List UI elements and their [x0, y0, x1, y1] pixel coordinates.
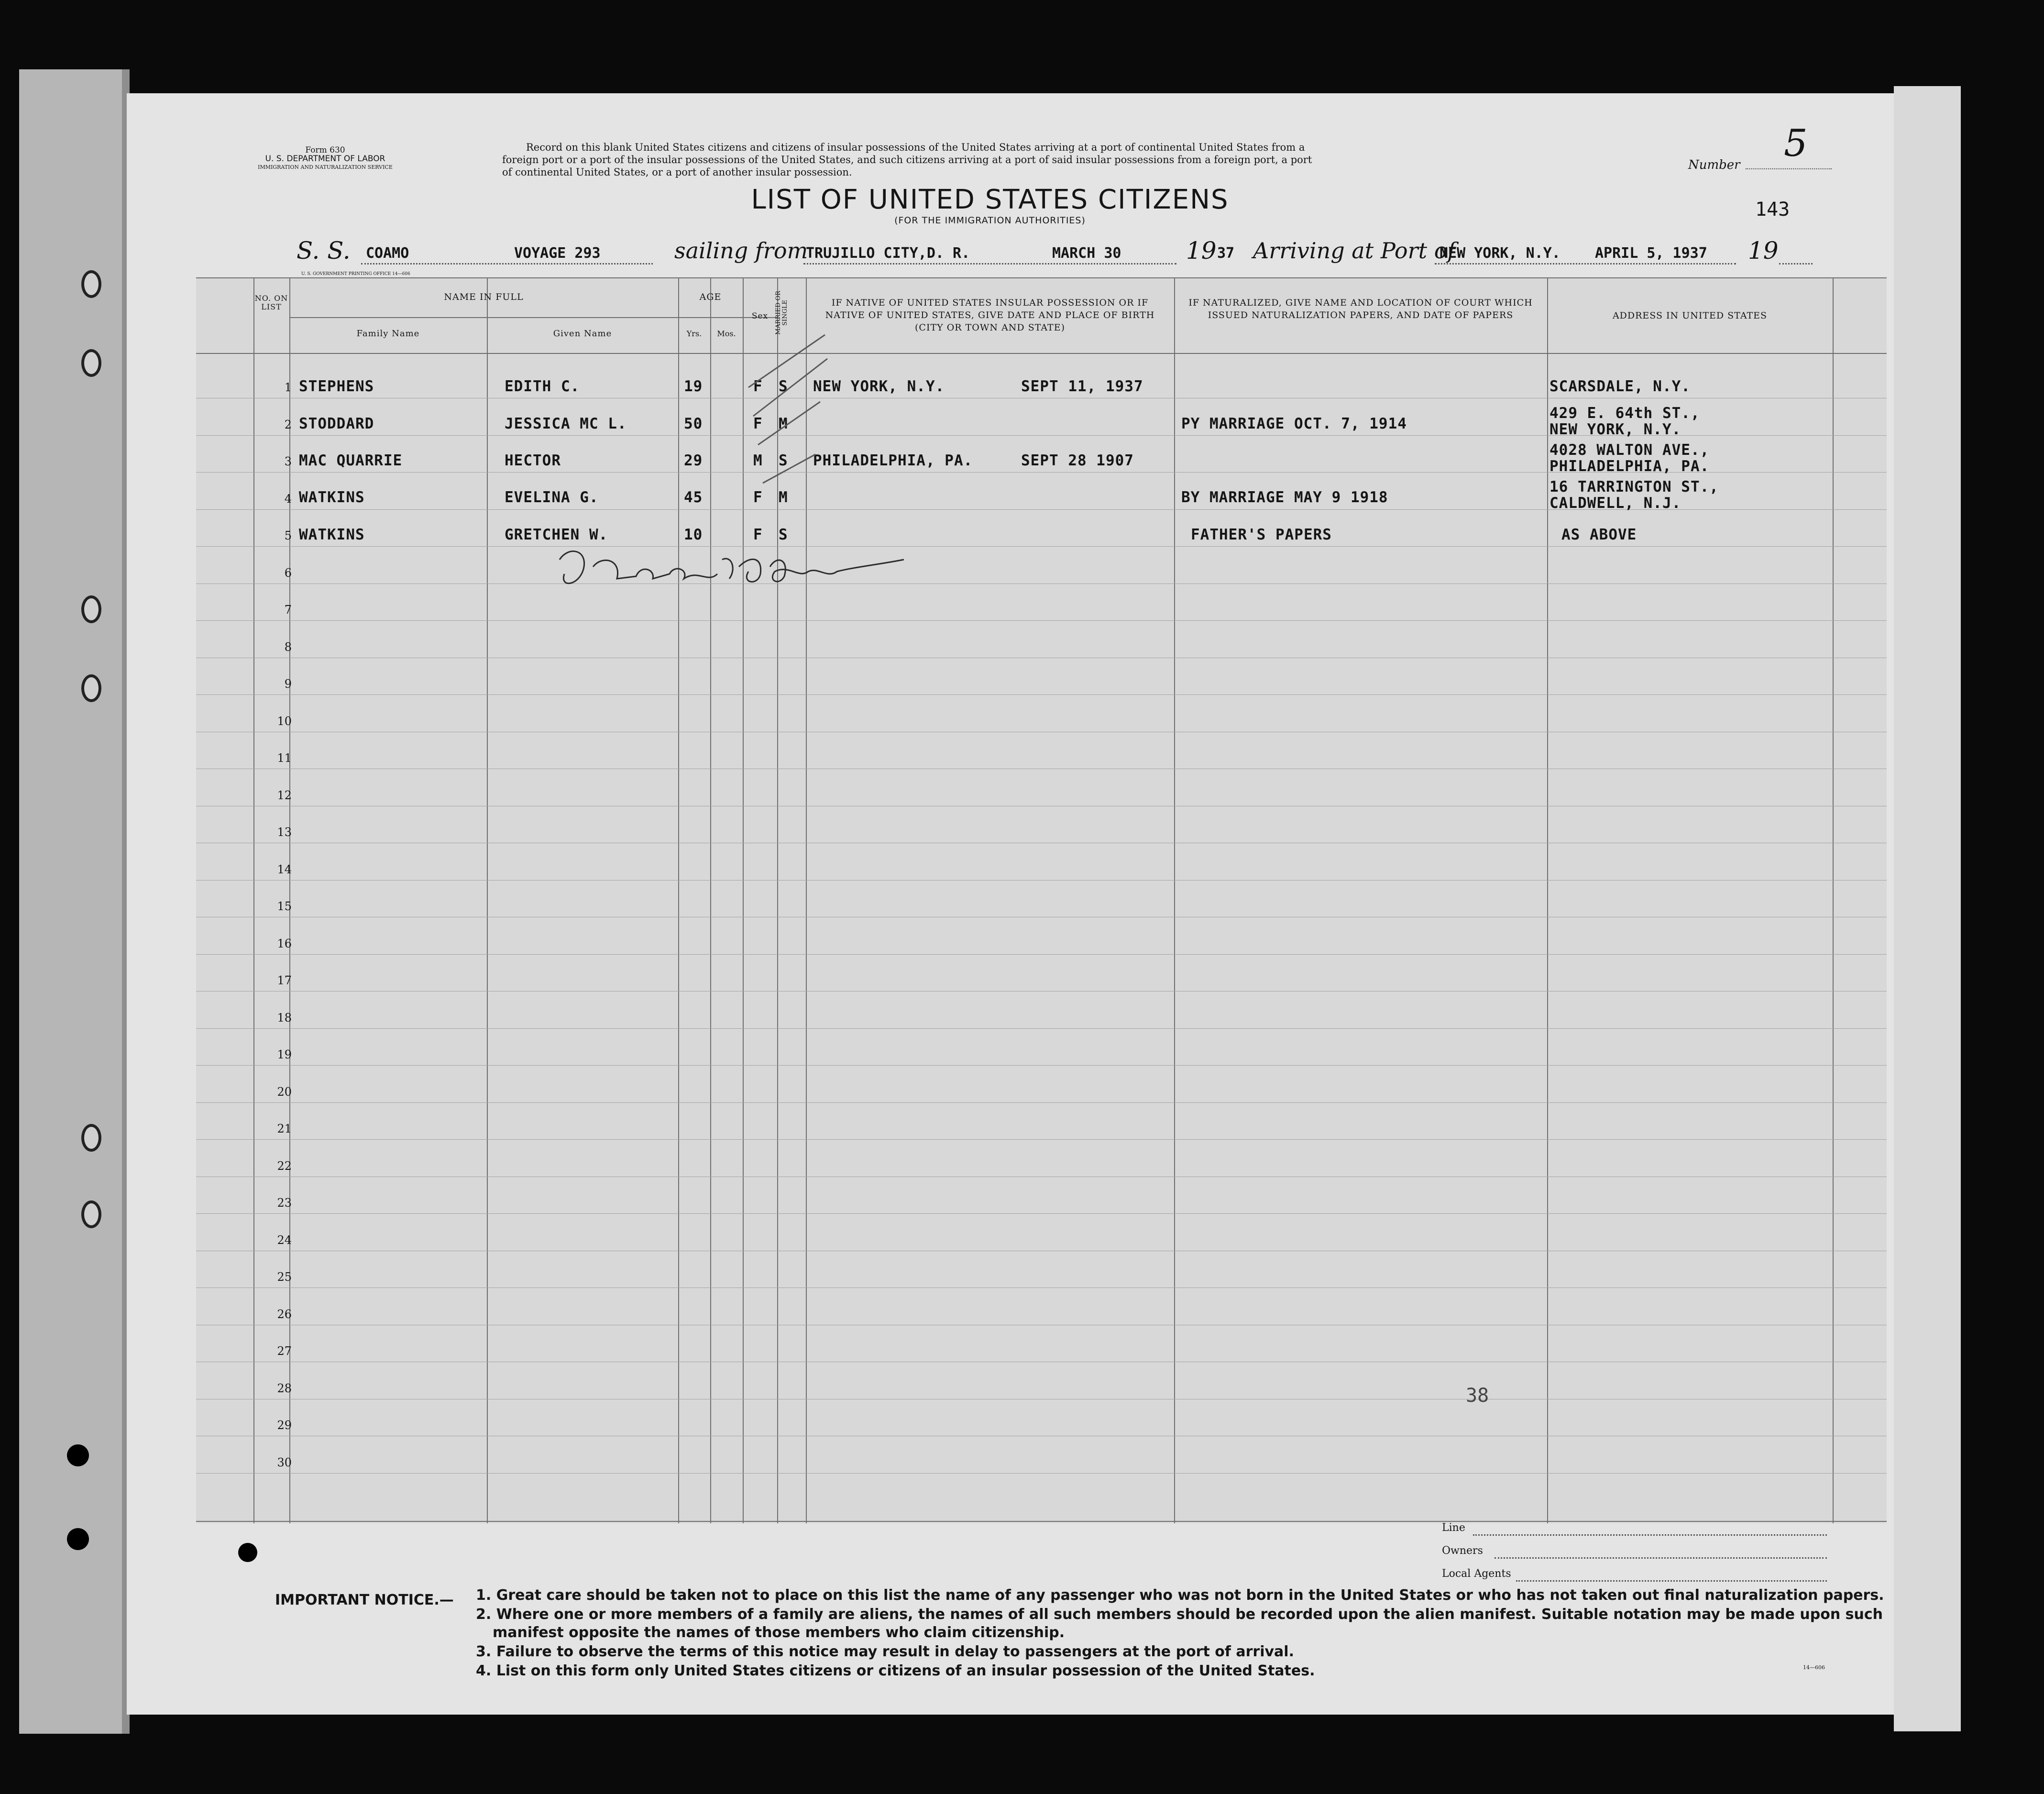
sailing-from-label: sailing from [674, 238, 808, 264]
bottom-code: 14—606 [1803, 1664, 1825, 1671]
header-naturalized: IF NATURALIZED, GIVE NAME AND LOCATION OF COURT WHICH ISSUED NATURALIZATION PAPERS, AND DATE OF PAPERS [1188, 297, 1533, 320]
notice-item-2-cont: manifest opposite the names of those members who claim citizenship. [493, 1624, 1065, 1641]
punch-hole-icon [67, 1528, 89, 1550]
year-2: 19 [1748, 237, 1779, 264]
binder-spine [19, 69, 124, 1734]
sex-cell: M [753, 452, 763, 469]
sex-cell: F [753, 415, 763, 432]
row-number: 2 [284, 418, 292, 431]
row-number: 8 [284, 640, 292, 654]
header-no-on-list: NO. ON LIST [254, 294, 288, 311]
local-agents-field [1516, 1580, 1827, 1582]
row-number: 30 [277, 1456, 292, 1469]
family-name-cell: STEPHENS [299, 378, 374, 395]
binder-ring-icon [81, 674, 101, 702]
address-line-2-cell: NEW YORK, N.Y. [1549, 421, 1681, 438]
service: IMMIGRATION AND NATURALIZATION SERVICE [258, 164, 393, 170]
column-divider [710, 277, 711, 1523]
row-rule [196, 546, 1887, 547]
row-number: 29 [277, 1419, 292, 1432]
row-number: 11 [277, 751, 292, 765]
family-name-cell: WATKINS [299, 489, 365, 506]
row-rule [196, 954, 1887, 955]
notice-item-1: 1. Great care should be taken not to place on this list the name of any passenger who was not born in the United States or who has not taken out final naturalization papers. [476, 1587, 1884, 1604]
age-years-cell: 50 [684, 415, 703, 432]
address-line-1-cell: 4028 WALTON AVE., [1549, 441, 1710, 459]
naturalization-cell: PY MARRIAGE OCT. 7, 1914 [1181, 415, 1407, 432]
check-marks [744, 330, 839, 521]
page-stamp: 38 [1466, 1385, 1489, 1407]
row-rule [196, 1139, 1887, 1140]
binder-ring-icon [81, 270, 101, 298]
family-name-cell: STODDARD [299, 415, 374, 432]
given-name-cell: HECTOR [505, 452, 561, 469]
birth-place-cell: NEW YORK, N.Y. [813, 378, 945, 395]
age-years-cell: 45 [684, 489, 703, 506]
marital-status-cell: M [779, 415, 788, 432]
age-years-cell: 10 [684, 526, 703, 543]
year-2-line [1779, 263, 1813, 264]
sailing-from-port: TRUJILLO CITY,D. R. [806, 245, 970, 262]
local-agents-label: Local Agents [1442, 1568, 1511, 1580]
arrival-port: NEW YORK, N.Y. [1440, 245, 1560, 262]
notice-title: IMPORTANT NOTICE.— [275, 1592, 454, 1608]
address-line-2-cell: PHILADELPHIA, PA. [1549, 458, 1710, 475]
punch-hole-icon [238, 1543, 257, 1562]
record-instructions [502, 141, 1616, 178]
row-number: 7 [284, 603, 292, 616]
row-number: 15 [277, 900, 292, 913]
address-line-1-cell: SCARSDALE, N.Y. [1549, 378, 1691, 395]
family-name-cell: WATKINS [299, 526, 365, 543]
row-number: 26 [277, 1308, 292, 1321]
sheet-number: 143 [1755, 198, 1790, 220]
binder-ring-icon [81, 595, 101, 623]
column-divider [1174, 277, 1175, 1523]
row-number: 25 [277, 1270, 292, 1284]
header-mos: Mos. [717, 329, 736, 338]
address-line-1-cell: 429 E. 64th ST., [1549, 405, 1700, 422]
row-number: 4 [284, 492, 292, 506]
notice-item-2: 2. Where one or more members of a family are aliens, the names of all such members should be recorded upon the alien manifest. Suitable notation may be made upon such [476, 1606, 1883, 1623]
sex-cell: F [753, 489, 763, 506]
row-number: 1 [284, 381, 292, 394]
row-number: 16 [277, 937, 292, 950]
punch-hole-icon [67, 1444, 89, 1466]
header-family-name: Family Name [356, 329, 420, 339]
naturalization-cell: BY MARRIAGE MAY 9 1918 [1181, 489, 1388, 506]
row-rule [196, 620, 1887, 621]
line-label: Line [1442, 1522, 1465, 1534]
year-suffix: 37 [1217, 245, 1235, 262]
row-number: 27 [277, 1344, 292, 1358]
row-rule [196, 1213, 1887, 1214]
notice-item-4: 4. List on this form only United States citizens or citizens of an insular possession of the United States. [476, 1662, 1315, 1679]
department: U. S. DEPARTMENT OF LABOR [265, 154, 385, 164]
number-label: Number [1688, 158, 1740, 172]
header-yrs: Yrs. [686, 329, 702, 338]
year-prefix: 19 [1186, 237, 1217, 264]
inspector-signature [550, 540, 909, 603]
row-number: 3 [284, 455, 292, 468]
page-stack-edge [1894, 86, 1961, 1731]
record-text-line: Record on this blank United States citizens and citizens of insular possessions of the United States arriving at a port of continental United States from a [526, 142, 1305, 153]
row-number: 19 [277, 1048, 292, 1061]
row-number: 20 [277, 1085, 292, 1099]
row-number: 21 [277, 1122, 292, 1135]
birth-place-cell: PHILADELPHIA, PA. [813, 452, 973, 469]
table-top-border [196, 277, 1887, 278]
table-bottom-border [196, 1521, 1887, 1522]
row-number: 23 [277, 1196, 292, 1210]
owners-label: Owners [1442, 1545, 1483, 1557]
birth-date-cell: SEPT 28 1907 [1021, 452, 1134, 469]
header-divider [289, 317, 777, 318]
marital-status-cell: S [779, 452, 788, 469]
ship-line [361, 263, 653, 264]
row-number: 18 [277, 1011, 292, 1024]
row-number: 13 [277, 825, 292, 839]
number-line [1746, 168, 1832, 169]
column-divider [1833, 277, 1834, 1523]
header-sex: Sex [751, 311, 769, 321]
sex-cell: F [753, 378, 763, 395]
line-field [1473, 1534, 1827, 1536]
given-name-cell: EDITH C. [505, 378, 580, 395]
marital-status-cell: M [779, 489, 788, 506]
address-line-2-cell: CALDWELL, N.J. [1549, 495, 1681, 512]
row-number: 9 [284, 677, 292, 691]
arriving-label: Arriving at Port of [1253, 238, 1456, 264]
header-native-birth: IF NATIVE OF UNITED STATES INSULAR POSSESSION OR IF NATIVE OF UNITED STATES, GIVE DATE AND PLACE OF BIRTH (CITY OR TOWN AND STATE) [825, 297, 1155, 333]
marital-status-cell: S [779, 378, 788, 395]
printing-office: U. S. GOVERNMENT PRINTING OFFICE 14—606 [301, 272, 410, 276]
notice-item-3: 3. Failure to observe the terms of this notice may result in delay to passengers at the port of arrival. [476, 1643, 1294, 1660]
page-title: LIST OF UNITED STATES CITIZENS [751, 184, 1229, 215]
row-number: 28 [277, 1382, 292, 1395]
birth-date-cell: SEPT 11, 1937 [1021, 378, 1143, 395]
given-name-cell: GRETCHEN W. [505, 526, 608, 543]
marital-status-cell: S [779, 526, 788, 543]
row-number: 6 [284, 566, 292, 580]
form-number: Form 630 [305, 145, 345, 155]
row-number: 24 [277, 1233, 292, 1247]
voyage-number: VOYAGE 293 [514, 245, 601, 262]
binder-ring-icon [81, 349, 101, 377]
header-married-or-single: MARRIED OR SINGLE [775, 291, 789, 335]
page-subtitle: (FOR THE IMMIGRATION AUTHORITIES) [894, 215, 1086, 226]
header-age: AGE [699, 292, 722, 302]
age-years-cell: 29 [684, 452, 703, 469]
arrival-line [1435, 263, 1736, 264]
record-text-line: of continental United States, or a port of another insular possession. [502, 166, 852, 178]
given-name-cell: EVELINA G. [505, 489, 599, 506]
header-address: ADDRESS IN UNITED STATES [1612, 310, 1768, 321]
handwritten-number: 5 [1784, 122, 1808, 165]
age-years-cell: 19 [684, 378, 703, 395]
header-given-name: Given Name [553, 329, 612, 339]
header-bottom-border [196, 353, 1887, 354]
sailing-date: MARCH 30 [1052, 245, 1121, 262]
record-text-line: foreign port or a port of the insular possessions of the United States, and such citizens arriving at a port of said insular possessions from a foreign port, a port [502, 154, 1312, 165]
address-line-1-cell: AS ABOVE [1561, 526, 1637, 543]
owners-field [1495, 1557, 1827, 1559]
row-rule [196, 583, 1887, 584]
column-divider [253, 277, 254, 1523]
family-name-cell: MAC QUARRIE [299, 452, 403, 469]
column-divider [1547, 277, 1548, 1523]
sailing-from-line [803, 263, 1176, 264]
row-rule [196, 1473, 1887, 1474]
address-line-1-cell: 16 TARRINGTON ST., [1549, 478, 1719, 495]
header-name-in-full: NAME IN FULL [444, 292, 524, 302]
row-rule [196, 1065, 1887, 1066]
arrival-date: APRIL 5, 1937 [1595, 245, 1707, 262]
binder-ring-icon [81, 1124, 101, 1152]
row-rule [196, 1028, 1887, 1029]
naturalization-cell: FATHER'S PAPERS [1191, 526, 1332, 543]
column-divider [678, 277, 679, 1523]
row-number: 14 [277, 863, 292, 876]
ship-name: COAMO [366, 245, 409, 262]
column-divider [487, 277, 488, 1523]
row-number: 5 [284, 529, 292, 542]
row-number: 17 [277, 974, 292, 987]
row-number: 22 [277, 1159, 292, 1173]
binder-ring-icon [81, 1200, 101, 1228]
form-identifier [239, 146, 411, 172]
row-number: 12 [277, 789, 292, 802]
ss-label: S. S. [297, 237, 351, 264]
row-number: 10 [277, 715, 292, 728]
sex-cell: F [753, 526, 763, 543]
row-rule [196, 1102, 1887, 1103]
row-rule [196, 694, 1887, 695]
given-name-cell: JESSICA MC L. [505, 415, 627, 432]
